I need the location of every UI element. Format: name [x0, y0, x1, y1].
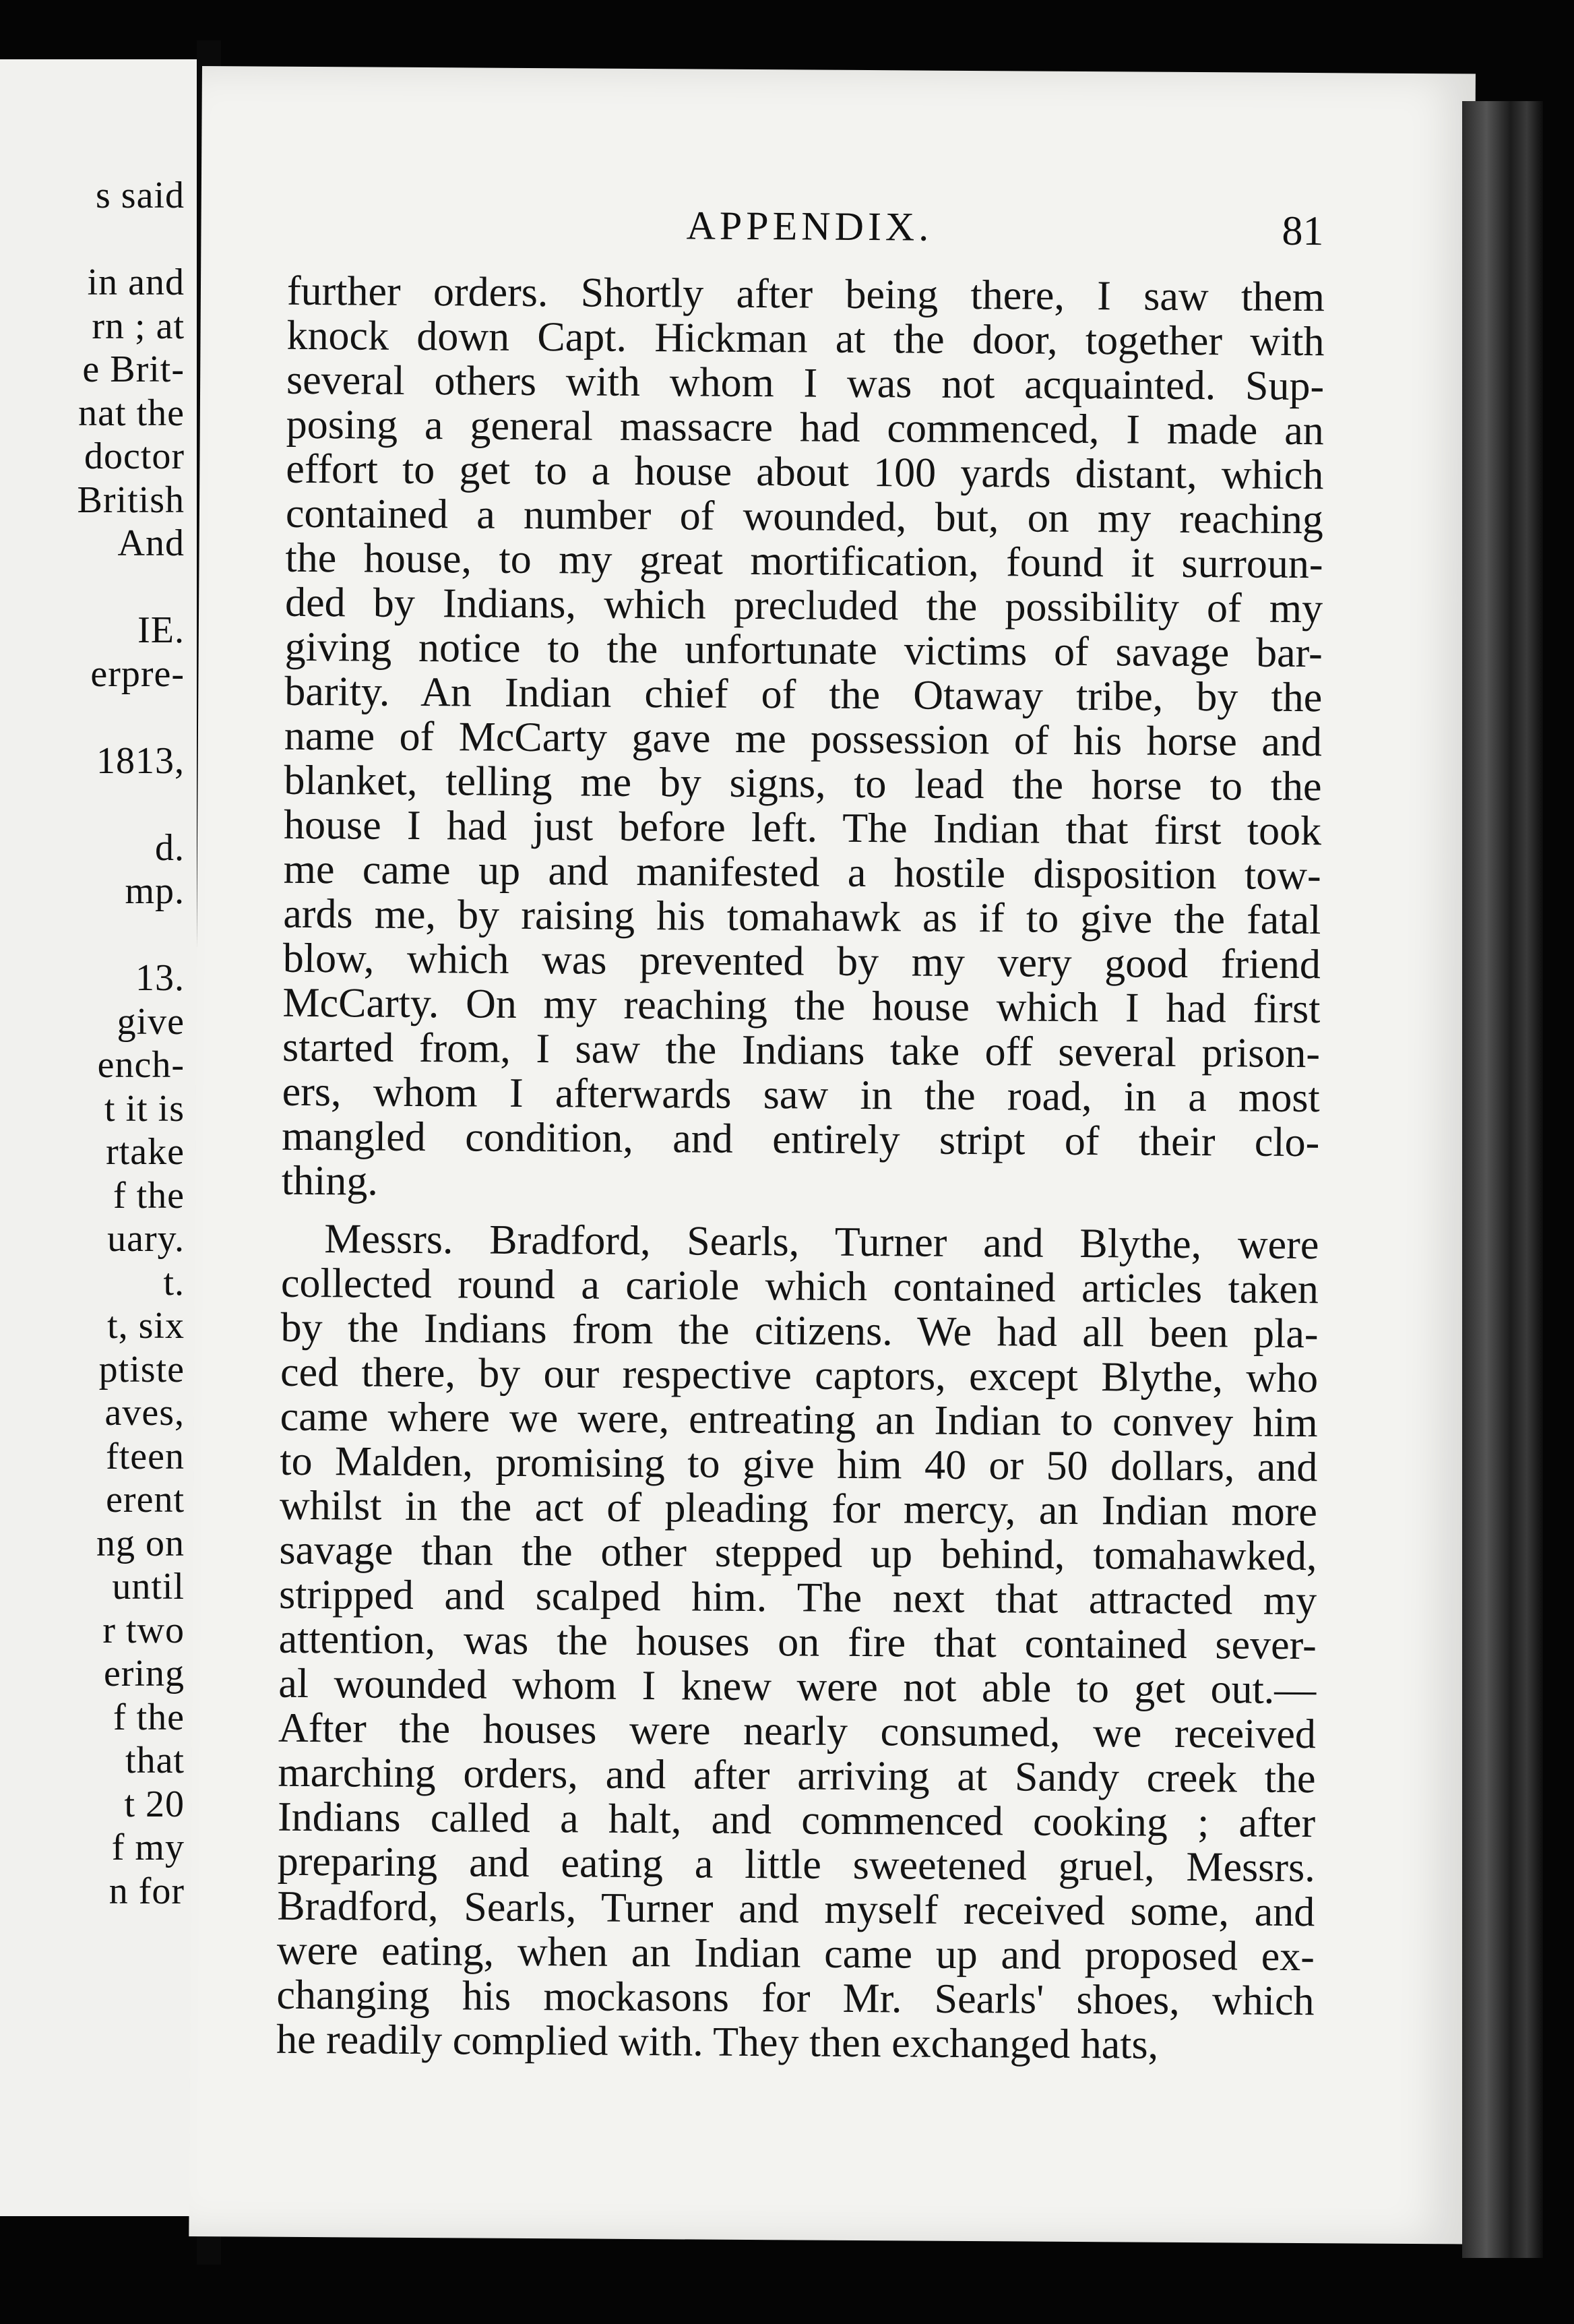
left-page-line: 1813,: [96, 739, 185, 782]
left-page-line: rtake: [106, 1131, 185, 1173]
text-line: marching orders, and after arriving at Sandy creek the: [278, 1749, 1316, 1802]
left-page-line: r two: [102, 1609, 185, 1651]
left-page-line: f the: [113, 1174, 185, 1217]
text-line: thing.: [281, 1157, 379, 1204]
text-line: savage than the other stepped up behind, tomahawked,: [279, 1527, 1317, 1580]
text-line: blanket, telling me by signs, to lead the horse to the: [284, 757, 1322, 810]
text-line: the house, to my great mortification, found it surroun-: [285, 534, 1323, 588]
left-page-line: IE.: [137, 609, 185, 651]
text-line: house I had just before left. The Indian that first took: [283, 801, 1322, 855]
left-page-line: [185, 565, 197, 609]
text-line: whilst in the act of pleading for mercy, an Indian more: [279, 1482, 1318, 1535]
text-line: ced there, by our respective captors, except Blythe, who: [280, 1349, 1319, 1402]
text-line: blow, which was prevented by my very good friend: [282, 935, 1321, 988]
left-page-line: s said: [96, 175, 185, 216]
left-page-line: that: [125, 1740, 185, 1781]
left-page-line: t, six: [107, 1305, 185, 1347]
left-page-line: 13.: [135, 957, 185, 999]
text-line: McCarty. On my reaching the house which I had first: [282, 979, 1321, 1033]
page-number: 81: [1282, 208, 1324, 255]
text-line: he readily complied with. They then exchanged hats,: [276, 2016, 1159, 2068]
text-line: posing a general massacre had commenced, I made an: [286, 401, 1324, 454]
text-line: collected round a cariole which contained articles taken: [280, 1260, 1319, 1313]
left-page-line: ering: [103, 1653, 185, 1694]
text-line: were eating, when an Indian came up and proposed ex-: [276, 1927, 1315, 1980]
text-line: stripped and scalped him. The next that attracted my: [278, 1571, 1317, 1624]
text-line: name of McCarty gave me possession of his horse and: [284, 712, 1323, 766]
left-page-line: mp.: [125, 870, 185, 912]
text-line: al wounded whom I knew were not able to get out.—: [278, 1660, 1317, 1713]
left-page-line: uary.: [107, 1218, 185, 1260]
left-page-line: [185, 218, 197, 261]
left-page-line: erpre-: [90, 652, 185, 695]
text-line: ers, whom I afterwards saw in the road, in a most: [282, 1068, 1320, 1122]
text-line: After the houses were nearly consumed, we received: [278, 1705, 1317, 1758]
text-line: by the Indians from the citizens. We had all been pla-: [280, 1304, 1319, 1357]
left-page-line: e Brit-: [82, 348, 185, 390]
text-line: Indians called a halt, and commenced cooking ; after: [277, 1794, 1316, 1847]
left-page-line: until: [112, 1566, 185, 1608]
left-page-line: ptiste: [98, 1348, 185, 1390]
text-line: ded by Indians, which precluded the possibility of my: [284, 579, 1323, 632]
main-page: [189, 66, 1476, 2244]
text-line: ards me, by raising his tomahawk as if to give the fatal: [283, 890, 1321, 944]
left-page-line: t.: [163, 1261, 185, 1304]
text-line: to Malden, promising to give him 40 or 50 dollars, and: [280, 1438, 1318, 1491]
left-page-line: t it is: [104, 1087, 185, 1130]
paragraph-2: [276, 1217, 1319, 2068]
text-line: contained a number of wounded, but, on my reaching: [285, 490, 1324, 543]
left-page-line: nat the: [78, 392, 185, 434]
text-line: knock down Capt. Hickman at the door, together with: [286, 312, 1325, 365]
text-line: further orders. Shortly after being there, I saw them: [286, 268, 1325, 321]
left-page-line: t 20: [124, 1783, 185, 1825]
left-facing-page: [0, 59, 197, 2216]
text-line: me came up and manifested a hostile disposition tow-: [283, 846, 1321, 899]
left-page-line: rn ; at: [92, 305, 185, 347]
text-line: preparing and eating a little sweetened gruel, Messrs.: [277, 1838, 1315, 1891]
text-line: effort to get to a house about 100 yards distant, which: [286, 446, 1324, 499]
left-page-line: [185, 696, 197, 739]
left-page-line: doctor: [84, 435, 185, 477]
paragraph-1: [282, 269, 1325, 1209]
left-page-line: d.: [155, 826, 185, 869]
body-text: [276, 269, 1325, 2068]
left-page-line: ench-: [97, 1044, 185, 1086]
text-line: came where we were, entreating an Indian to convey him: [280, 1393, 1318, 1446]
left-page-line: f my: [111, 1827, 185, 1868]
text-line: several others with whom I was not acquainted. Sup-: [286, 357, 1325, 410]
left-page-line: [185, 913, 197, 956]
text-line: attention, was the houses on fire that contained sever-: [278, 1616, 1317, 1669]
running-head: APPENDIX.: [686, 203, 933, 249]
left-page-line: n for: [108, 1870, 185, 1912]
left-page-line: [185, 783, 197, 826]
left-page-line: And: [117, 522, 185, 564]
text-line: barity. An Indian chief of the Otaway tribe, by the: [284, 668, 1323, 721]
text-line: changing his mockasons for Mr. Searls' shoes, which: [276, 1971, 1315, 2025]
text-line: giving notice to the unfortunate victims of savage bar-: [284, 623, 1323, 677]
left-page-line: aves,: [104, 1392, 185, 1434]
page-edge: [1462, 101, 1543, 2258]
left-page-line: f the: [113, 1696, 185, 1738]
text-line: Messrs. Bradford, Searls, Turner and Blythe, were: [324, 1216, 1319, 1268]
left-page-line: fteen: [106, 1435, 185, 1477]
left-page-line: give: [117, 1000, 185, 1043]
text-line: started from, I saw the Indians take off several prison-: [282, 1024, 1321, 1077]
left-page-line: in and: [87, 262, 185, 303]
left-page-line: ng on: [96, 1522, 185, 1564]
text-line: Bradford, Searls, Turner and myself received some, and: [277, 1883, 1315, 1936]
text-line: mangled condition, and entirely stript of their clo-: [282, 1113, 1320, 1166]
left-page-line: erent: [106, 1479, 185, 1521]
left-page-line: British: [77, 479, 185, 521]
